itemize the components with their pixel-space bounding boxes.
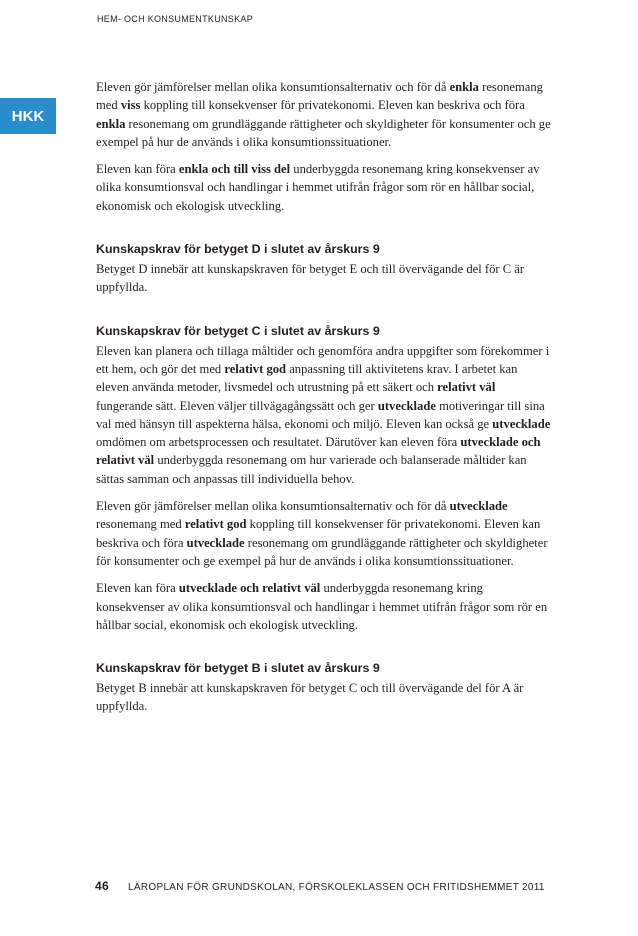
paragraph: Eleven kan föra utvecklade och relativt väl underbyggda resonemang kring konsekvenser av olika konsumtionsval och handlingar i hemmet utifrån frågor som rör en hållbar social, ekonomisk och ekologisk utveckling. <box>96 581 548 632</box>
subject-tab <box>0 98 56 134</box>
footer-title: LÄROPLAN FÖR GRUNDSKOLAN, FÖRSKOLEKLASSEN OCH FRITIDSHEMMET 2011 <box>128 882 545 893</box>
running-header: HEM- OCH KONSUMENTKUNSKAP <box>97 14 254 24</box>
paragraph: Eleven kan planera och tillaga måltider och genomföra andra uppgifter som förekommer i ett hem, och gör det med relativt god anpassning till aktivitetens krav. I arbetet kan eleven använda metoder, livsmedel och utrustning på ett säkert och relativt väl fungerande sätt. Eleven väljer tillvägagångssätt och ger utvecklade motiveringar till sina val med hänsyn till aspekterna hälsa, ekonomi och miljö. Eleven kan också ge utvecklade omdömen om arbetsprocessen och resultatet. Därutöver kan eleven föra utvecklade och relativt väl underbyggda resonemang om hur varierade och balanserade måltider kan sättas samman och anpassas till individuella behov. <box>96 343 551 486</box>
paragraph: Eleven kan föra enkla och till viss del underbyggda resonemang kring konsekvenser av olika konsumtionsval och handlingar i hemmet utifrån frågor som rör en hållbar social, ekonomisk och ekologisk utveckling. <box>96 162 540 213</box>
paragraph: Betyget D innebär att kunskapskraven för betyget E och till övervägande del för C är uppfyllda. <box>96 262 525 295</box>
section-heading-b: Kunskapskrav för betyget B i slutet av årskurs 9 <box>96 661 380 676</box>
paragraph: Eleven gör jämförelser mellan olika konsumtionsalternativ och för då utvecklade resonemang med relativt god koppling till konsekvenser för privatekonomi. Eleven kan beskriva och föra utvecklade resonemang om grundläggande rättigheter och skyldigheter för konsumenter och ge exempel på hur de används i olika konsumtionssituationer. <box>96 499 548 568</box>
main-content <box>96 78 552 725</box>
page-footer <box>95 879 545 893</box>
page-number: 46 <box>95 879 109 893</box>
paragraph: Eleven gör jämförelser mellan olika konsumtionsalternativ och för då enkla resonemang med viss koppling till konsekvenser för privatekonomi. Eleven kan beskriva och föra enkla resonemang om grundläggande rättigheter och skyldigheter för konsumenter och ge exempel på hur de används i olika konsumtionssituationer. <box>96 80 551 149</box>
subject-tab-label: HKK <box>11 107 45 125</box>
section-heading-d: Kunskapskrav för betyget D i slutet av årskurs 9 <box>96 242 380 257</box>
paragraph: Betyget B innebär att kunskapskraven för betyget C och till övervägande del för A är uppfyllda. <box>96 681 524 714</box>
section-heading-c: Kunskapskrav för betyget C i slutet av årskurs 9 <box>96 323 380 338</box>
